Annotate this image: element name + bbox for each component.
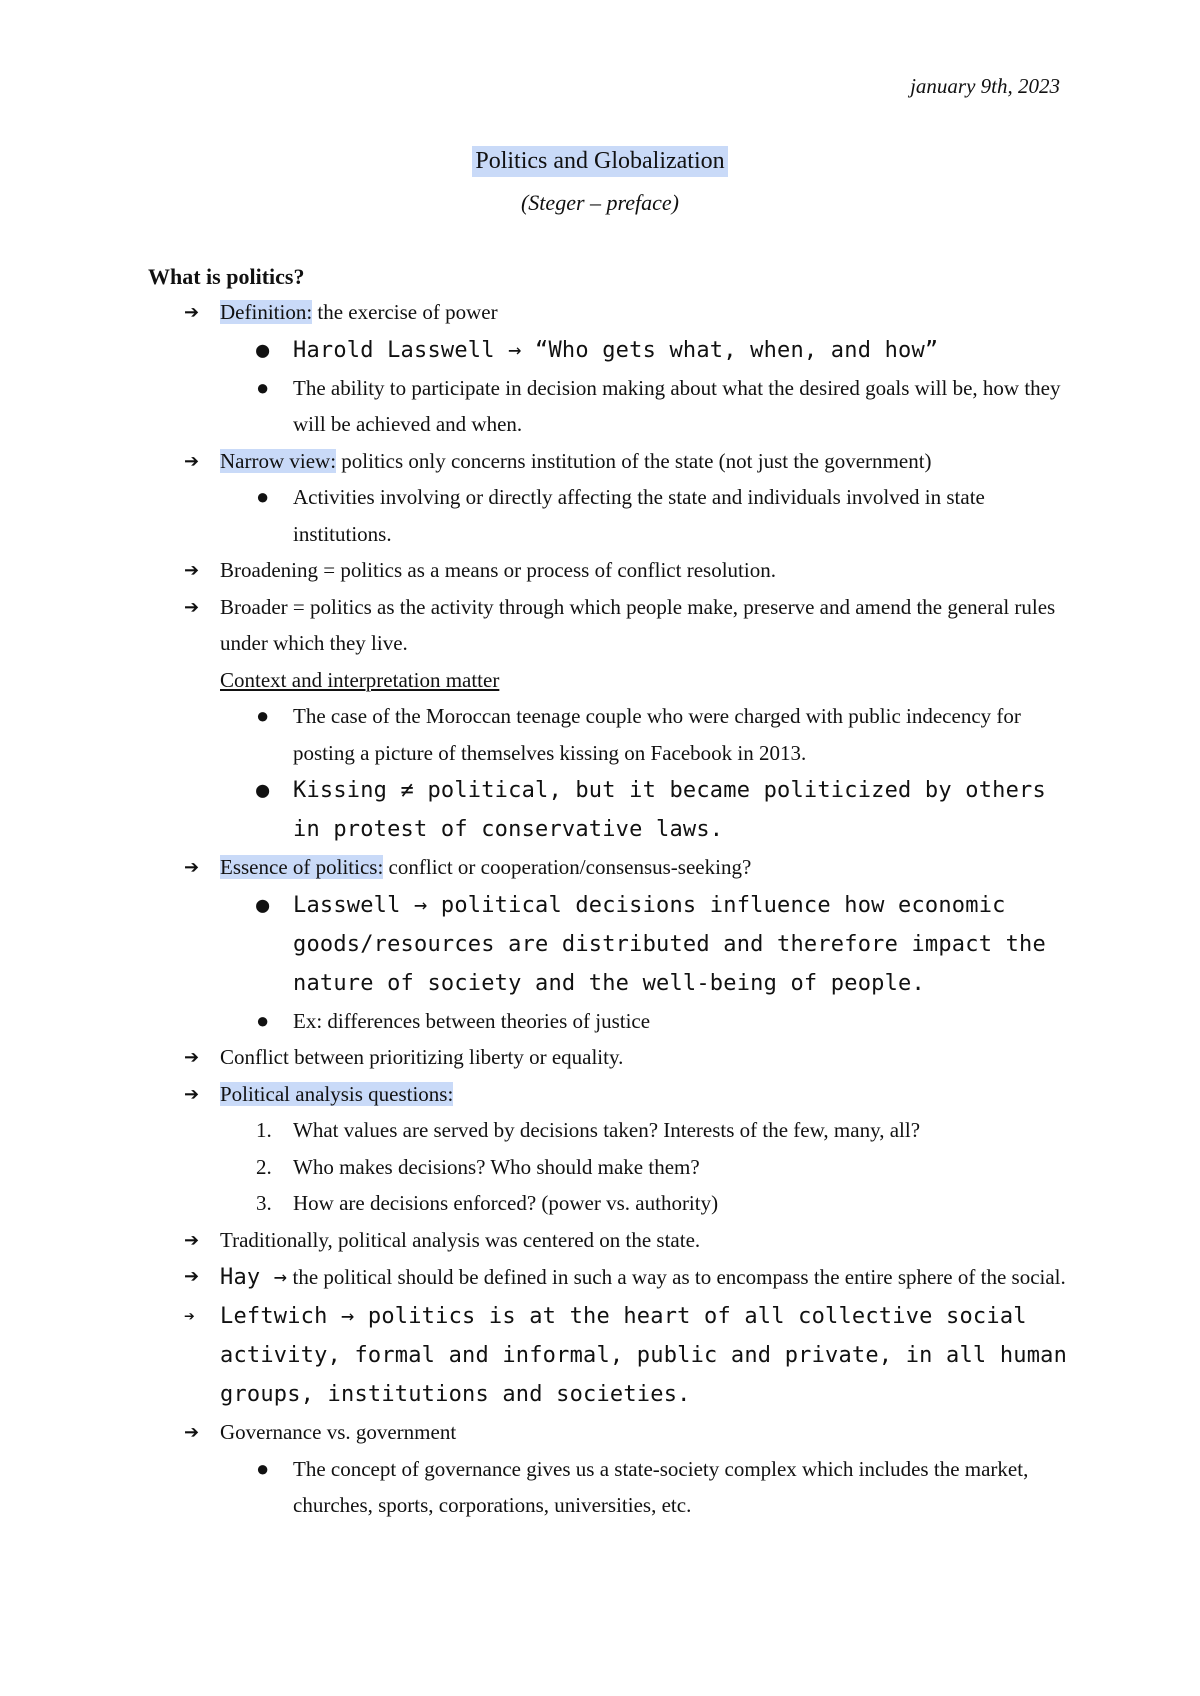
list-item-definition bbox=[148, 294, 1068, 331]
list-item-leftwich bbox=[148, 1297, 1068, 1414]
list-item-justice bbox=[148, 1003, 1068, 1040]
list-item-kissing bbox=[148, 771, 1068, 849]
leftwich-text: Leftwich → politics is at the heart of all collective social activity, formal and informal, public and private, in all human groups, institutions and societies. bbox=[220, 1304, 1068, 1407]
arrow-icon: ➔ bbox=[184, 1266, 200, 1286]
list-item-ability bbox=[148, 370, 1068, 443]
arrow-icon: ➔ bbox=[184, 1229, 200, 1250]
bullet-icon: ● bbox=[256, 374, 270, 400]
notes-content bbox=[148, 260, 1068, 1524]
arrow-icon: ➔ bbox=[184, 1422, 200, 1442]
date: january 9th, 2023 bbox=[910, 74, 1060, 98]
list-item-governance bbox=[148, 1414, 1068, 1451]
numbered-item-1 bbox=[148, 1112, 1068, 1149]
list-item-conflict bbox=[148, 1039, 1068, 1076]
bullet-icon: ● bbox=[256, 1455, 270, 1481]
essence-label: Essence of politics: bbox=[220, 855, 384, 879]
number-marker: 2. bbox=[256, 1154, 272, 1179]
context-subheading: Context and interpretation matter bbox=[220, 667, 500, 692]
ability-text: The ability to participate in decision making about what the desired goals will be, how they will be achieved and when. bbox=[293, 375, 1061, 436]
list-item-hay bbox=[148, 1258, 1068, 1297]
analysis-label: Political analysis questions: bbox=[220, 1081, 454, 1106]
page-title: Politics and Globalization bbox=[472, 146, 727, 177]
governance-text: Governance vs. government bbox=[220, 1420, 457, 1444]
page-subtitle: (Steger – preface) bbox=[520, 190, 679, 215]
definition-label: Definition: bbox=[220, 300, 313, 324]
list-item-narrow-view bbox=[148, 443, 1068, 480]
question-3-text: How are decisions enforced? (power vs. authority) bbox=[293, 1191, 719, 1215]
bullet-icon: ● bbox=[256, 337, 270, 363]
list-item-lasswell-decisions bbox=[148, 886, 1068, 1003]
arrow-icon: ➔ bbox=[184, 596, 200, 617]
arrow-icon: ➔ bbox=[184, 302, 200, 322]
bullet-icon: ● bbox=[256, 484, 270, 509]
hay-text: the political should be defined in such a way as to encompass the entire sphere of the social. bbox=[287, 1265, 1066, 1289]
lasswell-decisions-text: Lasswell → political decisions influence how economic goods/resources are distributed and therefore impact the nature of society and the well-being of people. bbox=[293, 892, 1046, 996]
list-item-analysis bbox=[148, 1076, 1068, 1113]
number-marker: 3. bbox=[256, 1191, 272, 1215]
arrow-icon: ➔ bbox=[184, 857, 200, 877]
title-wrap bbox=[0, 146, 1200, 177]
arrow-icon: ➔ bbox=[184, 560, 200, 580]
narrow-view-label: Narrow view: bbox=[220, 448, 337, 473]
arrow-icon: ➔ bbox=[184, 1306, 196, 1327]
activities-text: Activities involving or directly affecting the state and individuals involved in state institutions. bbox=[293, 485, 985, 546]
number-marker: 1. bbox=[256, 1118, 272, 1142]
governance-concept-text: The concept of governance gives us a state-society complex which includes the market, churches, sports, corporations, universities, etc. bbox=[293, 1456, 1029, 1517]
broadening-text: Broadening = politics as a means or process of conflict resolution. bbox=[220, 558, 776, 582]
numbered-item-2 bbox=[148, 1149, 1068, 1186]
broader-text: Broader = politics as the activity through which people make, preserve and amend the general rules under which they live. bbox=[220, 594, 1056, 655]
numbered-item-3 bbox=[148, 1185, 1068, 1222]
list-item-lasswell-quote bbox=[148, 331, 1068, 370]
justice-text: Ex: differences between theories of justice bbox=[293, 1008, 651, 1033]
bullet-icon: ● bbox=[256, 892, 270, 918]
section-heading: What is politics? bbox=[148, 264, 305, 289]
list-item-moroccan-case bbox=[148, 698, 1068, 771]
list-item-essence bbox=[148, 849, 1068, 886]
essence-text: conflict or cooperation/consensus-seeking? bbox=[383, 855, 752, 879]
arrow-icon: ➔ bbox=[184, 450, 200, 471]
list-item-broadening bbox=[148, 552, 1068, 589]
hay-name: Hay → bbox=[220, 1265, 288, 1290]
list-item-governance-concept bbox=[148, 1451, 1068, 1524]
bullet-icon: ● bbox=[256, 703, 270, 728]
arrow-icon: ➔ bbox=[184, 1083, 200, 1104]
arrow-icon: ➔ bbox=[184, 1047, 200, 1067]
kissing-text: Kissing ≠ political, but it became politicized by others in protest of conservative laws. bbox=[293, 778, 1046, 842]
list-item-broader bbox=[148, 589, 1068, 662]
bullet-icon: ● bbox=[256, 1007, 270, 1033]
list-item-activities bbox=[148, 479, 1068, 552]
definition-text: the exercise of power bbox=[312, 300, 498, 324]
question-2-text: Who makes decisions? Who should make them? bbox=[293, 1154, 700, 1179]
question-1-text: What values are served by decisions taken? Interests of the few, many, all? bbox=[293, 1118, 921, 1142]
bullet-icon: ● bbox=[256, 778, 270, 803]
narrow-view-text: politics only concerns institution of the state (not just the government) bbox=[336, 448, 932, 473]
conflict-text: Conflict between prioritizing liberty or equality. bbox=[220, 1045, 624, 1069]
list-item-traditionally bbox=[148, 1222, 1068, 1259]
moroccan-case-text: The case of the Moroccan teenage couple who were charged with public indecency for posting a picture of themselves kissing on Facebook in 2013. bbox=[293, 704, 1021, 765]
traditionally-text: Traditionally, political analysis was centered on the state. bbox=[220, 1227, 701, 1252]
lasswell-quote-text: Harold Lasswell → “Who gets what, when, and how” bbox=[293, 337, 939, 363]
